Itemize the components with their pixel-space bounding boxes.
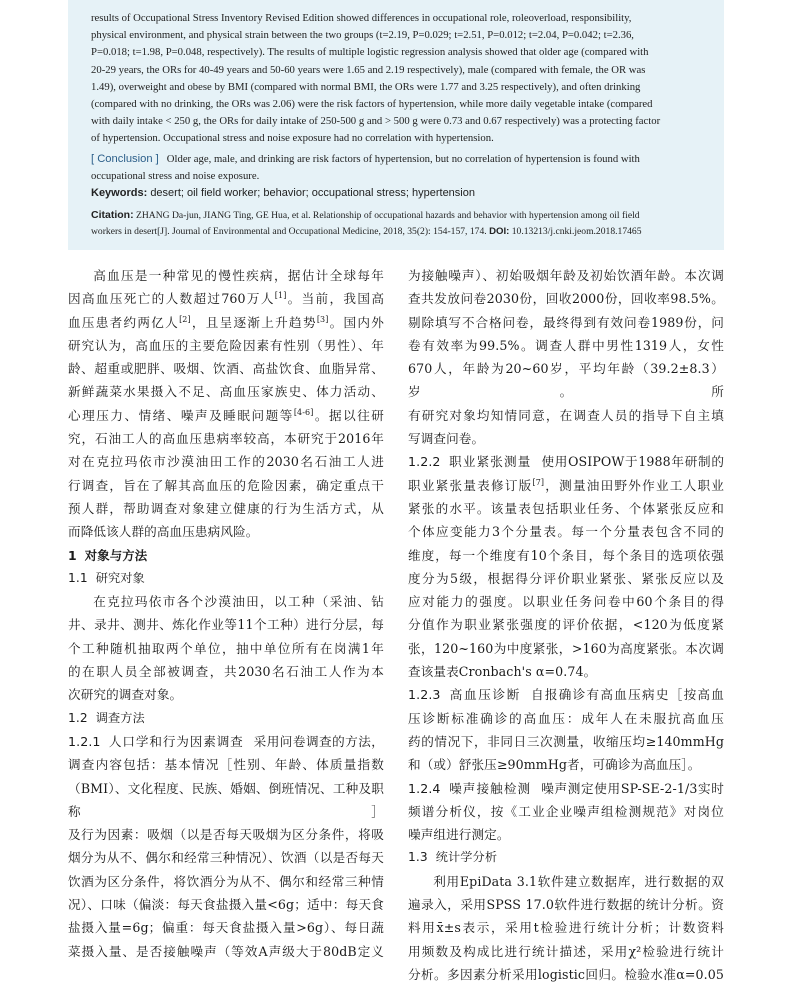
body-line: 烟分为从不、偶尔和经常三种情况）、饮酒（以是否每天 bbox=[68, 850, 384, 866]
body-line: 剔除填写不合格问卷，最终得到有效问卷1989份，问 bbox=[408, 314, 724, 330]
body-line: 及行为因素：吸烟（以是否每天吸烟为区分条件，将吸 bbox=[68, 827, 384, 843]
body-line: 为接触噪声）、初始吸烟年龄及初始饮酒年龄。本次调 bbox=[408, 268, 724, 283]
body-line: 药的情况下，非同日三次测量，收缩压均≥140mmHg bbox=[408, 733, 724, 749]
keywords bbox=[91, 185, 701, 202]
body-line: 1.2.2 职业紧张测量 使用OSIPOW于1988年研制的 bbox=[408, 454, 725, 470]
subsection-lead: 噪声接触检测 bbox=[448, 780, 532, 796]
body-line: 写调查问卷。 bbox=[408, 431, 485, 447]
body-line: 频谱分析仪，按《工业企业噪声组检测规范》对岗位 bbox=[408, 803, 724, 819]
intro-line: 究，石油工人的高血压患病率较高，本研究于2016年 bbox=[68, 431, 384, 447]
right-column bbox=[408, 264, 724, 986]
body-line: 个体应变能力3个分量表。每一个分量表包含不同的 bbox=[408, 524, 724, 540]
body-line: 况）、口味（偏淡：每天食盐摄入量<6g；适中：每天食 bbox=[68, 897, 384, 913]
intro-line: 新鲜蔬菜水果摄入不足、高血压家族史、体力活动、 bbox=[68, 384, 384, 400]
body-line: 1.2.4 噪声接触检测 噪声测定使用SP-SE-2-1/3实时 bbox=[408, 780, 725, 796]
citation-text: ZHANG Da-jun, JIANG Ting, GE Hua, et al. Relationship of occupational hazards and behavior with hypertension among oil field bbox=[135, 210, 640, 222]
subsection-heading: 1.3 统计学分析 bbox=[408, 850, 498, 865]
doi-value: 10.13213/j.cnki.jeom.2018.17465 bbox=[511, 226, 642, 238]
abstract-line: (compared with no drinking, the ORs was 2.06) were the risk factors of hypertension, while more daily vegetable intake (compared bbox=[91, 98, 653, 111]
abstract-results bbox=[91, 10, 701, 148]
body-line: 1.2.1 人口学和行为因素调查 采用问卷调查的方法， bbox=[68, 733, 385, 749]
abstract-line: 1.49), overweight and obese by BMI (compared with normal BMI, the ORs were 1.77 and 3.25 respectively), and often drinking bbox=[91, 80, 641, 93]
conclusion-text: Older age, male, and drinking are risk factors of hypertension, but no correlation of hypertension is found with bbox=[166, 152, 640, 165]
subsection-lead: 人口学和行为因素调查 bbox=[108, 733, 244, 749]
abstract-box bbox=[68, 0, 724, 250]
body-line: 卷有效率为99.5%。调查人群中男性1319人，女性 bbox=[408, 337, 724, 353]
citation-text: workers in desert[J]. Journal of Environmental and Occupational Medicine, 2018, 35(2): 154-157, 174. bbox=[91, 226, 487, 238]
citation-ref[interactable]: [3] bbox=[316, 314, 329, 324]
body-line: 料用x̄±s表示，采用t检验进行统计分析；计数资料 bbox=[408, 920, 724, 936]
body-line: 670人，年龄为20~60岁，平均年龄（39.2±8.3）岁。所 bbox=[408, 361, 724, 400]
intro-line: 高血压是一种常见的慢性疾病，据估计全球每年 bbox=[93, 268, 384, 283]
body-line: 压诊断标准确诊的高血压：成年人在未服抗高血压 bbox=[408, 710, 724, 726]
body-line: 紧张的水平。该量表包括职业任务、个体紧张反应和 bbox=[408, 500, 724, 516]
intro-line: 龄、超重或肥胖、吸烟、饮酒、高盐饮食、血脂异常、 bbox=[68, 361, 384, 377]
body-line: 遍录入，采用SPSS 17.0软件进行数据的统计分析。资 bbox=[408, 897, 724, 913]
body-line: 噪声组进行测定。 bbox=[408, 827, 510, 843]
abstract-line: of hypertension. Occupational stress and noise exposure had no correlation with hypertension. bbox=[91, 132, 494, 145]
body-line: （BMI）、文化程度、民族、婚姻、倒班情况、工种及职称］ bbox=[68, 780, 384, 819]
body-line: 分值作为职业紧张强度的评价依据，<120为低度紧 bbox=[408, 617, 724, 633]
intro-line: 因高血压死亡的人数超过760万人[1]。当前，我国高 bbox=[68, 291, 385, 307]
abstract-line: P=0.018; t=1.98, P=0.048, respectively). The results of multiple logistic regression analysis showed that older age (compared with bbox=[91, 46, 649, 59]
citation bbox=[91, 207, 701, 240]
citation-ref[interactable]: [2] bbox=[179, 314, 191, 324]
subsection-heading: 1.1 研究对象 bbox=[68, 570, 145, 585]
abstract-line: results of Occupational Stress Inventory Revised Edition showed differences in occupational role, roleoverload, responsibility, bbox=[91, 12, 632, 24]
citation-ref[interactable]: [7] bbox=[532, 477, 545, 487]
intro-line: 对在克拉玛依市沙漠油田工作的2030名石油工人进 bbox=[68, 454, 384, 470]
intro-line: 行调查，旨在了解其高血压的危险因素，确定重点干 bbox=[68, 477, 384, 493]
body-line: 分析。多因素分析采用logistic回归。检验水准α=0.05 bbox=[408, 966, 724, 982]
section-heading: 1 对象与方法 bbox=[68, 547, 148, 563]
citation-label: Citation: bbox=[91, 209, 134, 222]
subsection-lead: 职业紧张测量 bbox=[448, 454, 532, 470]
abstract-line: physical environment, and physical strain between the two groups (t=2.19, P=0.029; t=2.51, P=0.012; t=2.04, P=0.042; t=2.36, bbox=[91, 29, 634, 42]
body-line: 在克拉玛依市各个沙漠油田，以工种（采油、钻 bbox=[93, 594, 384, 610]
body-line: 井、录井、测井、炼化作业等11个工种）进行分层，每 bbox=[68, 617, 384, 633]
body-line: 应对能力的强度。以职业任务问卷中60个条目的得 bbox=[408, 594, 724, 610]
left-column bbox=[68, 264, 384, 963]
body-line: 有研究对象均知情同意，在调查人员的指导下自主填 bbox=[408, 407, 724, 423]
body-line: 次研究的调查对象。 bbox=[68, 687, 183, 703]
body-line: 饮酒为区分条件，将饮酒分为从不、偶尔和经常三种情 bbox=[68, 873, 384, 889]
body-line: 查该量表Cronbach's α=0.74。 bbox=[408, 664, 597, 680]
body-line: 1.2.3 高血压诊断 自报确诊有高血压病史［按高血 bbox=[408, 687, 724, 703]
body-line: 维度，每一个维度有10个条目，每个条目的选项依强 bbox=[408, 547, 724, 563]
body-line: 个工种随机抽取两个单位，抽中单位所有在岗满1年 bbox=[68, 640, 384, 656]
body-line: 用频数及构成比进行统计描述，采用χ²检验进行统计 bbox=[408, 943, 724, 959]
body-line: 调查内容包括：基本情况［性别、年龄、体质量指数 bbox=[68, 757, 384, 773]
conclusion-text: occupational stress and noise exposure. bbox=[91, 169, 260, 182]
intro-line: 血压患者约两亿人[2]，且呈逐渐上升趋势[3]。国内外 bbox=[68, 314, 384, 330]
citation-ref[interactable]: [4-6] bbox=[293, 407, 314, 417]
body-line: 的在职人员全部被调查，共2030名石油工人作为本 bbox=[68, 664, 384, 680]
body-line: 职业紧张量表修订版[7]，测量油田野外作业工人职业 bbox=[408, 477, 724, 493]
subsection-lead: 高血压诊断 bbox=[448, 687, 522, 703]
body-line: 利用EpiData 3.1软件建立数据库，进行数据的双 bbox=[433, 873, 724, 889]
body-line: 张，120~160为中度紧张，>160为高度紧张。本次调 bbox=[408, 640, 724, 656]
abstract-line: with daily intake < 250 g, the ORs for daily intake of 250-500 g and > 500 g were 0.73 and 0.67 respectively) was a protecting factor bbox=[91, 115, 661, 128]
body-line: 盐摄入量=6g；偏重：每天食盐摄入量>6g）、每日蔬 bbox=[68, 920, 384, 936]
citation-ref[interactable]: [1] bbox=[274, 291, 287, 301]
body-line: 和（或）舒张压≥90mmHg者，可确诊为高血压］。 bbox=[408, 757, 701, 773]
keywords-label: Keywords: bbox=[91, 187, 148, 200]
body-line: 度分为5级，根据得分评价职业紧张、紧张反应以及 bbox=[408, 570, 724, 586]
abstract-conclusion bbox=[91, 151, 701, 185]
conclusion-label: [ Conclusion ] bbox=[91, 152, 159, 165]
body-line: 菜摄入量、是否接触噪声（等效A声级大于80dB定义 bbox=[68, 943, 384, 959]
keywords-text: desert; oil field worker; behavior; occupational stress; hypertension bbox=[150, 187, 475, 200]
body-line: 查共发放问卷2030份，回收2000份，回收率98.5%。 bbox=[408, 291, 724, 307]
doi-label: DOI: bbox=[489, 226, 510, 238]
subsection-heading: 1.2 调查方法 bbox=[68, 710, 145, 725]
intro-line: 研究认为，高血压的主要危险因素有性别（男性）、年 bbox=[68, 337, 384, 353]
intro-line: 预人群，帮助调查对象建立健康的行为生活方式，从 bbox=[68, 500, 384, 516]
abstract-line: 20-29 years, the ORs for 40-49 years and 50-60 years were 1.65 and 2.19 respectively), male (compared with female, the OR was bbox=[91, 63, 646, 76]
intro-line: 而降低该人群的高血压患病风险。 bbox=[68, 524, 259, 540]
intro-line: 心理压力、情绪、噪声及睡眠问题等[4-6]。据以往研 bbox=[68, 407, 385, 423]
